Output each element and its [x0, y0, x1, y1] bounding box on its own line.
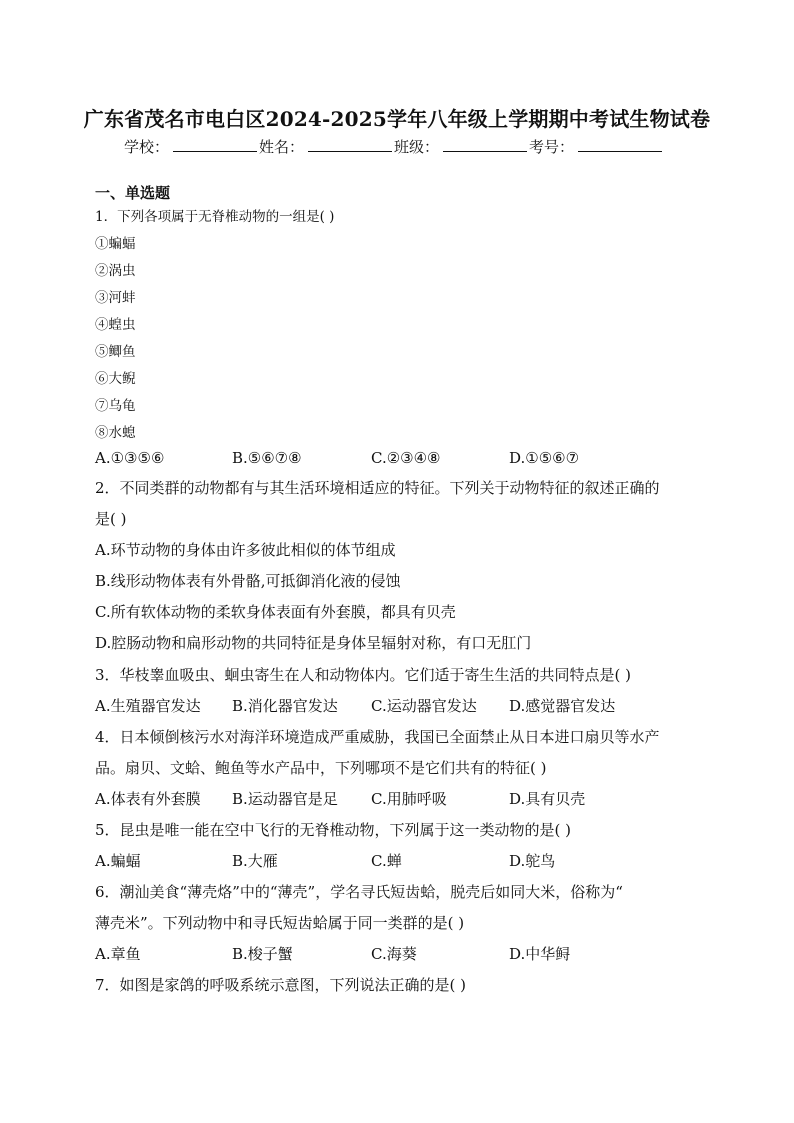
q1-item: ②涡虫 [95, 263, 136, 279]
class-label: 班级： [394, 138, 440, 156]
q6-option-d[interactable]: D.中华鲟 [509, 945, 571, 963]
q1-item: ⑦乌龟 [95, 398, 136, 414]
q2-option-b[interactable]: B.线形动物体表有外骨骼,可抵御消化液的侵蚀 [95, 572, 401, 590]
q1-option-d[interactable]: D.①⑤⑥⑦ [509, 449, 580, 467]
q4-option-d[interactable]: D.具有贝壳 [509, 790, 586, 808]
name-label: 姓名： [259, 138, 305, 156]
q1-option-b[interactable]: B.⑤⑥⑦⑧ [232, 449, 302, 467]
q5-option-d[interactable]: D.鸵鸟 [509, 852, 556, 870]
q4-stem-line1: 4．日本倾倒核污水对海洋环境造成严重威胁，我国已全面禁止从日本进口扇贝等水产 [95, 728, 660, 746]
q4-option-c[interactable]: C.用肺呼吸 [371, 790, 447, 808]
q6-options [95, 943, 570, 964]
q3-option-b[interactable]: B.消化器官发达 [232, 697, 338, 715]
q2-option-a[interactable]: A.环节动物的身体由许多彼此相似的体节组成 [95, 541, 396, 559]
school-label: 学校： [124, 138, 170, 156]
q1-stem: 1．下列各项属于无脊椎动物的一组是( ) [95, 209, 335, 225]
q1-item: ③河蚌 [95, 290, 136, 306]
name-blank[interactable] [308, 137, 392, 152]
q6-stem-line1: 6．潮汕美食“薄壳烙”中的“薄壳”，学名寻氏短齿蛤，脱壳后如同大米，俗称为“ [95, 883, 623, 901]
q5-options [95, 850, 555, 871]
q2-stem-line1: 2．不同类群的动物都有与其生活环境相适应的特征。下列关于动物特征的叙述正确的 [95, 479, 660, 497]
q1-item: ⑥大鲵 [95, 371, 136, 387]
q6-option-b[interactable]: B.梭子蟹 [232, 945, 293, 963]
q1-item: ①蝙蝠 [95, 236, 136, 252]
q2-option-d[interactable]: D.腔肠动物和扁形动物的共同特征是身体呈辐射对称，有口无肛门 [95, 634, 532, 652]
q1-options [95, 449, 579, 467]
q5-stem: 5．昆虫是唯一能在空中飞行的无脊椎动物，下列属于这一类动物的是( ) [95, 821, 572, 839]
q6-option-a[interactable]: A.章鱼 [95, 945, 141, 963]
q3-option-a[interactable]: A.生殖器官发达 [95, 697, 201, 715]
q5-option-c[interactable]: C.蝉 [371, 852, 402, 870]
q5-option-b[interactable]: B.大雁 [232, 852, 278, 870]
q3-option-d[interactable]: D.感觉器官发达 [509, 697, 616, 715]
section-heading: 一、单选题 [95, 184, 171, 202]
q1-item: ④蝗虫 [95, 317, 136, 333]
q4-option-a[interactable]: A.体表有外套膜 [95, 790, 201, 808]
q1-item: ⑧水螅 [95, 425, 136, 441]
number-blank[interactable] [578, 137, 662, 152]
q2-option-c[interactable]: C.所有软体动物的柔软身体表面有外套膜，都具有贝壳 [95, 603, 456, 621]
q6-stem-line2: 薄壳米”。下列动物中和寻氏短齿蛤属于同一类群的是( ) [95, 914, 465, 932]
q3-stem: 3．华枝睾血吸虫、蛔虫寄生在人和动物体内。它们适于寄生生活的共同特点是( ) [95, 666, 632, 684]
q4-options [95, 788, 585, 809]
class-blank[interactable] [443, 137, 527, 152]
q4-option-b[interactable]: B.运动器官是足 [232, 790, 338, 808]
exam-title: 广东省茂名市电白区2024-2025学年八年级上学期期中考试生物试卷 [83, 107, 711, 131]
student-info-row [124, 136, 664, 157]
q1-item: ⑤鲫鱼 [95, 344, 136, 360]
q2-stem-line2: 是( ) [95, 510, 127, 528]
q3-option-c[interactable]: C.运动器官发达 [371, 697, 477, 715]
q3-options [95, 695, 615, 716]
q7-stem: 7．如图是家鸽的呼吸系统示意图，下列说法正确的是( ) [95, 976, 467, 994]
q1-option-a[interactable]: A.①③⑤⑥ [95, 449, 165, 467]
q5-option-a[interactable]: A.蝙蝠 [95, 852, 141, 870]
q6-option-c[interactable]: C.海葵 [371, 945, 417, 963]
number-label: 考号： [529, 138, 575, 156]
school-blank[interactable] [173, 137, 257, 152]
q1-option-c[interactable]: C.②③④⑧ [371, 449, 441, 467]
q4-stem-line2: 品。扇贝、文蛤、鲍鱼等水产品中，下列哪项不是它们共有的特征( ) [95, 759, 547, 777]
